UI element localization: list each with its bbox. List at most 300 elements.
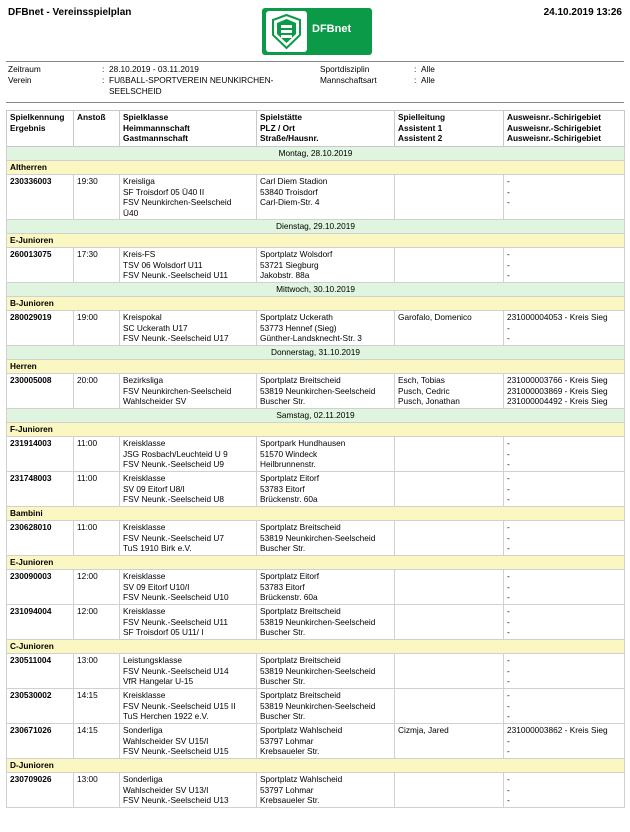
spielklasse-cell-line: Sonderliga bbox=[123, 725, 163, 735]
spielkennung-cell: 280029019 bbox=[7, 311, 74, 346]
spielstaette-cell-line: Sportplatz Wolsdorf bbox=[260, 249, 333, 259]
spielleitung-cell-line bbox=[398, 484, 500, 495]
anstoss-cell: 11:00 bbox=[74, 472, 120, 507]
spielklasse-cell-line: FSV Neunk.-Seelscheid U11 bbox=[123, 616, 228, 627]
spielkennung-cell: 231748003 bbox=[7, 472, 74, 507]
col-header-spielleitung: Spielleitung Assistent 1 Assistent 2 bbox=[395, 111, 504, 147]
ausweisnr-cell bbox=[504, 311, 625, 346]
spielstaette-cell-line: Sportplatz Wahlscheid bbox=[260, 774, 343, 784]
spielleitung-cell-line bbox=[398, 774, 500, 785]
ausweisnr-cell-line: - bbox=[507, 438, 510, 448]
spielklasse-cell bbox=[120, 248, 257, 283]
report-meta bbox=[8, 64, 622, 96]
spielklasse-cell bbox=[120, 570, 257, 605]
spielstaette-cell-line: 53819 Neunkirchen-Seelscheid bbox=[260, 616, 376, 627]
ausweisnr-cell-line: 231000004053 - Kreis Sieg bbox=[507, 312, 608, 322]
ausweisnr-cell-line: - bbox=[507, 581, 510, 592]
ausweisnr-cell-line: - bbox=[507, 186, 510, 197]
spielleitung-cell-line bbox=[398, 333, 500, 344]
table-row bbox=[7, 437, 625, 472]
ausweisnr-cell-line: - bbox=[507, 735, 510, 746]
spielstaette-cell-line: Jakobstr. 88a bbox=[260, 270, 310, 280]
ausweisnr-cell-line: - bbox=[507, 333, 510, 343]
category-label: Herren bbox=[7, 360, 625, 374]
spielklasse-cell-line: Leistungsklasse bbox=[123, 655, 183, 665]
category-row bbox=[7, 759, 625, 773]
ausweisnr-cell-line: - bbox=[507, 249, 510, 259]
spielklasse-cell-line: TuS 1910 Birk e.V. bbox=[123, 543, 192, 553]
spielleitung-cell-line: Esch, Tobias bbox=[398, 375, 445, 385]
spielstaette-cell bbox=[257, 521, 395, 556]
ausweisnr-cell bbox=[504, 773, 625, 808]
spielleitung-cell-line bbox=[398, 676, 500, 687]
spielleitung-cell bbox=[395, 724, 504, 759]
ausweisnr-cell-line: - bbox=[507, 627, 510, 637]
spielstaette-cell-line: Sportplatz Breitscheid bbox=[260, 375, 341, 385]
anstoss-cell: 13:00 bbox=[74, 654, 120, 689]
spielklasse-cell bbox=[120, 521, 257, 556]
spielstaette-cell-line: Günther-Landsknecht-Str. 3 bbox=[260, 333, 362, 343]
ausweisnr-cell bbox=[504, 689, 625, 724]
verein-value: FUßBALL-SPORTVEREIN NEUNKIRCHEN-SEELSCHEID bbox=[109, 75, 274, 96]
day-header-row bbox=[7, 147, 625, 161]
table-row bbox=[7, 175, 625, 220]
spielleitung-cell-line bbox=[398, 795, 500, 806]
spielkennung-cell: 230005008 bbox=[7, 374, 74, 409]
spielklasse-cell-line: Kreis-FS bbox=[123, 249, 156, 259]
table-row bbox=[7, 472, 625, 507]
ausweisnr-cell bbox=[504, 175, 625, 220]
ausweisnr-cell-line: - bbox=[507, 774, 510, 784]
sportdisziplin-value: Alle bbox=[421, 64, 435, 74]
spielstaette-cell-line: Sportplatz Breitscheid bbox=[260, 690, 341, 700]
spielstaette-cell-line: Sportplatz Eitorf bbox=[260, 571, 320, 581]
ausweisnr-cell-line: - bbox=[507, 711, 510, 721]
anstoss-cell: 17:30 bbox=[74, 248, 120, 283]
spielklasse-cell bbox=[120, 374, 257, 409]
table-row bbox=[7, 605, 625, 640]
ausweisnr-cell-line: - bbox=[507, 543, 510, 553]
meta-row-verein bbox=[8, 75, 622, 96]
col-header-ausweisnr: Ausweisnr.-Schirigebiet Ausweisnr.-Schirigebiet Ausweisnr.-Schirigebiet bbox=[504, 111, 625, 147]
ausweisnr-cell-line: - bbox=[507, 176, 510, 186]
spielleitung-cell-line bbox=[398, 449, 500, 460]
ausweisnr-cell-line: - bbox=[507, 571, 510, 581]
spielleitung-cell bbox=[395, 311, 504, 346]
anstoss-cell: 20:00 bbox=[74, 374, 120, 409]
spielstaette-cell-line: Buscher Str. bbox=[260, 676, 306, 686]
spielleitung-cell bbox=[395, 689, 504, 724]
spielstaette-cell bbox=[257, 472, 395, 507]
spielstaette-cell-line: 53819 Neunkirchen-Seelscheid bbox=[260, 665, 376, 676]
spielklasse-cell-line: FSV Neunk.-Seelscheid U7 bbox=[123, 532, 224, 543]
spielstaette-cell-line: 51570 Windeck bbox=[260, 448, 318, 459]
category-row bbox=[7, 507, 625, 521]
category-label: E-Junioren bbox=[7, 234, 625, 248]
spielleitung-cell-line bbox=[398, 617, 500, 628]
spielklasse-cell-line: SF Troisdorf 05 Ü40 II bbox=[123, 186, 205, 197]
spielleitung-cell-line bbox=[398, 736, 500, 747]
ausweisnr-cell-line: - bbox=[507, 676, 510, 686]
spielstaette-cell-line: 53819 Neunkirchen-Seelscheid bbox=[260, 385, 376, 396]
table-row bbox=[7, 654, 625, 689]
spielstaette-cell-line: 53783 Eitorf bbox=[260, 483, 305, 494]
spielklasse-cell-line: FSV Neunkirchen-Seelscheid bbox=[123, 197, 232, 207]
spielleitung-cell-line bbox=[398, 571, 500, 582]
day-header-row bbox=[7, 409, 625, 423]
spielklasse-cell-line: Kreisklasse bbox=[123, 606, 166, 616]
spielstaette-cell-line: Buscher Str. bbox=[260, 711, 306, 721]
spielleitung-cell-line bbox=[398, 459, 500, 470]
ausweisnr-cell-line: 231000004492 - Kreis Sieg bbox=[507, 396, 608, 406]
ausweisnr-cell-line: - bbox=[507, 322, 510, 333]
spielklasse-cell bbox=[120, 654, 257, 689]
col-header-spielstaette: Spielstätte PLZ / Ort Straße/Hausnr. bbox=[257, 111, 395, 147]
category-label: C-Junioren bbox=[7, 640, 625, 654]
spielkennung-cell: 230530002 bbox=[7, 689, 74, 724]
ausweisnr-cell-line: - bbox=[507, 259, 510, 270]
spielklasse-cell-line: SV 09 Eitorf U10/I bbox=[123, 581, 190, 592]
spielleitung-cell-line bbox=[398, 270, 500, 281]
spielklasse-cell bbox=[120, 689, 257, 724]
spielleitung-cell-line bbox=[398, 522, 500, 533]
spielkennung-cell: 231094004 bbox=[7, 605, 74, 640]
spielstaette-cell-line: Buscher Str. bbox=[260, 543, 306, 553]
table-row bbox=[7, 521, 625, 556]
ausweisnr-cell-line: 231000003862 - Kreis Sieg bbox=[507, 725, 608, 735]
anstoss-cell: 12:00 bbox=[74, 570, 120, 605]
ausweisnr-cell bbox=[504, 437, 625, 472]
spielklasse-cell-line: Wahlscheider SV bbox=[123, 396, 187, 406]
spielstaette-cell-line: Sportplatz Wahlscheid bbox=[260, 725, 343, 735]
spielstaette-cell-line: Buscher Str. bbox=[260, 396, 306, 406]
spielleitung-cell-line bbox=[398, 701, 500, 712]
day-label: Samstag, 02.11.2019 bbox=[7, 409, 625, 423]
spielleitung-cell-line bbox=[398, 197, 500, 208]
spielleitung-cell-line bbox=[398, 606, 500, 617]
spielkennung-cell: 230511004 bbox=[7, 654, 74, 689]
spielklasse-cell-line: Kreisklasse bbox=[123, 438, 166, 448]
day-label: Montag, 28.10.2019 bbox=[7, 147, 625, 161]
spielklasse-cell-line: VfR Hangelar U-15 bbox=[123, 676, 194, 686]
spielklasse-cell-line: Ü40 bbox=[123, 207, 139, 218]
spielstaette-cell-line: Brückenstr. 60a bbox=[260, 592, 318, 602]
spielleitung-cell-line bbox=[398, 785, 500, 796]
ausweisnr-cell bbox=[504, 570, 625, 605]
spielleitung-cell-line: Pusch, Cedric bbox=[398, 385, 450, 396]
ausweisnr-cell-line: - bbox=[507, 665, 510, 676]
spielstaette-cell bbox=[257, 773, 395, 808]
spielleitung-cell bbox=[395, 175, 504, 220]
spielklasse-cell-line: FSV Neunk.-Seelscheid U8 bbox=[123, 494, 224, 504]
spielleitung-cell bbox=[395, 521, 504, 556]
spielkennung-cell: 260013075 bbox=[7, 248, 74, 283]
spielkennung-cell: 230709026 bbox=[7, 773, 74, 808]
ausweisnr-cell-line: - bbox=[507, 746, 510, 756]
table-row bbox=[7, 570, 625, 605]
spielleitung-cell bbox=[395, 605, 504, 640]
spielklasse-cell bbox=[120, 437, 257, 472]
spielleitung-cell-line bbox=[398, 592, 500, 603]
spielleitung-cell-line bbox=[398, 260, 500, 271]
spielklasse-cell-line: Wahlscheider SV U13/I bbox=[123, 784, 209, 795]
report-header bbox=[0, 0, 630, 64]
spielklasse-cell bbox=[120, 175, 257, 220]
spielstaette-cell-line: 53797 Lohmar bbox=[260, 735, 314, 746]
ausweisnr-cell-line: - bbox=[507, 448, 510, 459]
report-title: DFBnet - Vereinsspielplan bbox=[8, 7, 132, 18]
spielklasse-cell-line: JSG Rosbach/Leuchteid U 9 bbox=[123, 448, 228, 459]
header-divider bbox=[6, 61, 624, 62]
colon: : bbox=[102, 75, 105, 85]
spielleitung-cell-line bbox=[398, 323, 500, 334]
spielklasse-cell-line: Bezirksliga bbox=[123, 375, 164, 385]
day-label: Dienstag, 29.10.2019 bbox=[7, 220, 625, 234]
spielklasse-cell-line: SF Troisdorf 05 U11/ I bbox=[123, 627, 204, 637]
spielklasse-cell-line: Kreisklasse bbox=[123, 571, 166, 581]
spielstaette-cell-line: 53721 Siegburg bbox=[260, 259, 319, 270]
zeitraum-label: Zeitraum bbox=[8, 64, 41, 74]
table-row bbox=[7, 248, 625, 283]
ausweisnr-cell-line: - bbox=[507, 795, 510, 805]
spielstaette-cell-line: Sportplatz Breitscheid bbox=[260, 522, 341, 532]
ausweisnr-cell-line: 231000003766 - Kreis Sieg bbox=[507, 375, 608, 385]
category-label: Bambini bbox=[7, 507, 625, 521]
ausweisnr-cell-line: - bbox=[507, 532, 510, 543]
spielleitung-cell-line: Garofalo, Domenico bbox=[398, 312, 472, 322]
spielklasse-cell bbox=[120, 724, 257, 759]
spielleitung-cell-line bbox=[398, 655, 500, 666]
ausweisnr-cell-line: - bbox=[507, 700, 510, 711]
ausweisnr-cell-line: 231000003869 - Kreis Sieg bbox=[507, 385, 608, 396]
ausweisnr-cell bbox=[504, 654, 625, 689]
zeitraum-value: 28.10.2019 - 03.11.2019 bbox=[109, 64, 199, 74]
anstoss-cell: 12:00 bbox=[74, 605, 120, 640]
spielklasse-cell bbox=[120, 773, 257, 808]
spielstaette-cell bbox=[257, 374, 395, 409]
spielklasse-cell-line: Kreispokal bbox=[123, 312, 162, 322]
spielleitung-cell-line bbox=[398, 711, 500, 722]
category-label: Altherren bbox=[7, 161, 625, 175]
category-row bbox=[7, 423, 625, 437]
ausweisnr-cell-line: - bbox=[507, 690, 510, 700]
spielstaette-cell bbox=[257, 689, 395, 724]
spielkennung-cell: 230336003 bbox=[7, 175, 74, 220]
spielleitung-cell bbox=[395, 437, 504, 472]
spielklasse-cell-line: FSV Neunk.-Seelscheid U10 bbox=[123, 592, 229, 602]
ausweisnr-cell-line: - bbox=[507, 522, 510, 532]
ausweisnr-cell-line: - bbox=[507, 197, 510, 207]
category-row bbox=[7, 161, 625, 175]
spielleitung-cell-line bbox=[398, 543, 500, 554]
spielklasse-cell-line: FSV Neunk.-Seelscheid U13 bbox=[123, 795, 229, 805]
spielstaette-cell-line: 53819 Neunkirchen-Seelscheid bbox=[260, 700, 376, 711]
anstoss-cell: 14:15 bbox=[74, 724, 120, 759]
spielstaette-cell bbox=[257, 724, 395, 759]
category-label: F-Junioren bbox=[7, 423, 625, 437]
spielklasse-cell-line: Kreisliga bbox=[123, 176, 155, 186]
spielleitung-cell-line bbox=[398, 746, 500, 757]
mannschaftsart-value: Alle bbox=[421, 75, 435, 85]
category-label: D-Junioren bbox=[7, 759, 625, 773]
spielleitung-cell-line bbox=[398, 494, 500, 505]
ausweisnr-cell bbox=[504, 472, 625, 507]
spielleitung-cell-line bbox=[398, 666, 500, 677]
spielklasse-cell-line: TuS Herchen 1922 e.V. bbox=[123, 711, 209, 721]
spielstaette-cell-line: Sportplatz Breitscheid bbox=[260, 655, 341, 665]
spielleitung-cell-line bbox=[398, 582, 500, 593]
spielstaette-cell-line: Sportplatz Breitscheid bbox=[260, 606, 341, 616]
spielleitung-cell-line bbox=[398, 176, 500, 187]
ausweisnr-cell bbox=[504, 248, 625, 283]
anstoss-cell: 11:00 bbox=[74, 521, 120, 556]
spielleitung-cell-line bbox=[398, 473, 500, 484]
spielstaette-cell-line: 53783 Eitorf bbox=[260, 581, 305, 592]
spielleitung-cell bbox=[395, 374, 504, 409]
spielklasse-cell-line: Wahlscheider SV U15/I bbox=[123, 735, 209, 746]
day-header-row bbox=[7, 283, 625, 297]
anstoss-cell: 14:15 bbox=[74, 689, 120, 724]
spielklasse-cell-line: Kreisklasse bbox=[123, 522, 166, 532]
anstoss-cell: 13:00 bbox=[74, 773, 120, 808]
ausweisnr-cell-line: - bbox=[507, 784, 510, 795]
spielstaette-cell-line: Sportplatz Uckerath bbox=[260, 312, 333, 322]
spielklasse-cell-line: FSV Neunk.-Seelscheid U15 bbox=[123, 746, 229, 756]
day-label: Donnerstag, 31.10.2019 bbox=[7, 346, 625, 360]
spielleitung-cell-line bbox=[398, 533, 500, 544]
spielklasse-cell-line: FSV Neunkirchen-Seelscheid bbox=[123, 385, 232, 396]
spielleitung-cell-line bbox=[398, 438, 500, 449]
spielstaette-cell-line: Carl Diem Stadion bbox=[260, 176, 328, 186]
spielleitung-cell bbox=[395, 248, 504, 283]
logo-text: DFBnet bbox=[312, 23, 352, 35]
ausweisnr-cell-line: - bbox=[507, 270, 510, 280]
spielstaette-cell bbox=[257, 654, 395, 689]
sportdisziplin-label: Sportdisziplin bbox=[320, 64, 370, 74]
spielstaette-cell bbox=[257, 175, 395, 220]
report-timestamp: 24.10.2019 13:26 bbox=[543, 7, 622, 18]
spielklasse-cell-line: Kreisklasse bbox=[123, 690, 166, 700]
spielleitung-cell-line bbox=[398, 187, 500, 198]
table-row bbox=[7, 689, 625, 724]
table-row bbox=[7, 374, 625, 409]
spielstaette-cell-line: Krebsaueler Str. bbox=[260, 746, 320, 756]
spielklasse-cell bbox=[120, 605, 257, 640]
spielstaette-cell-line: Sportplatz Eitorf bbox=[260, 473, 320, 483]
ausweisnr-cell-line: - bbox=[507, 494, 510, 504]
dfb-shield-icon bbox=[266, 11, 307, 52]
ausweisnr-cell-line: - bbox=[507, 459, 510, 469]
spielklasse-cell bbox=[120, 311, 257, 346]
spielstaette-cell bbox=[257, 570, 395, 605]
schedule-table bbox=[6, 110, 625, 808]
day-header-row bbox=[7, 220, 625, 234]
spielklasse-cell-line: Kreisklasse bbox=[123, 473, 166, 483]
spielkennung-cell: 230671026 bbox=[7, 724, 74, 759]
table-row bbox=[7, 311, 625, 346]
dfbnet-logo bbox=[262, 8, 372, 55]
spielklasse-cell-line: FSV Neunk.-Seelscheid U17 bbox=[123, 333, 229, 343]
day-header-row bbox=[7, 346, 625, 360]
spielkennung-cell: 230090003 bbox=[7, 570, 74, 605]
spielleitung-cell bbox=[395, 472, 504, 507]
spielstaette-cell-line: Sportpark Hundhausen bbox=[260, 438, 346, 448]
spielstaette-cell-line: Heilbrunnenstr. bbox=[260, 459, 316, 469]
meta-divider bbox=[6, 102, 624, 103]
spielleitung-cell bbox=[395, 570, 504, 605]
spielstaette-cell bbox=[257, 437, 395, 472]
category-row bbox=[7, 234, 625, 248]
spielleitung-cell-line bbox=[398, 627, 500, 638]
spielklasse-cell-line: TSV 06 Wolsdorf U11 bbox=[123, 259, 203, 270]
category-row bbox=[7, 556, 625, 570]
spielklasse-cell-line: FSV Neunk.-Seelscheid U14 bbox=[123, 665, 229, 676]
spielklasse-cell-line: FSV Neunk.-Seelscheid U11 bbox=[123, 270, 228, 280]
spielstaette-cell-line: 53797 Lohmar bbox=[260, 784, 314, 795]
colon: : bbox=[414, 75, 417, 85]
spielstaette-cell-line: Buscher Str. bbox=[260, 627, 306, 637]
schedule-body bbox=[7, 147, 625, 808]
spielklasse-cell bbox=[120, 472, 257, 507]
ausweisnr-cell bbox=[504, 374, 625, 409]
anstoss-cell: 19:30 bbox=[74, 175, 120, 220]
category-label: B-Junioren bbox=[7, 297, 625, 311]
spielleitung-cell-line bbox=[398, 249, 500, 260]
col-header-anstoss: Anstoß bbox=[74, 111, 120, 147]
ausweisnr-cell-line: - bbox=[507, 592, 510, 602]
table-row bbox=[7, 773, 625, 808]
spielkennung-cell: 231914003 bbox=[7, 437, 74, 472]
spielleitung-cell bbox=[395, 654, 504, 689]
spielstaette-cell-line: Krebsaueler Str. bbox=[260, 795, 320, 805]
day-label: Mittwoch, 30.10.2019 bbox=[7, 283, 625, 297]
verein-label: Verein bbox=[8, 75, 32, 85]
colon: : bbox=[102, 64, 105, 74]
spielklasse-cell-line: SC Uckerath U17 bbox=[123, 322, 188, 333]
spielleitung-cell-line: Pusch, Jonathan bbox=[398, 396, 460, 406]
ausweisnr-cell-line: - bbox=[507, 655, 510, 665]
spielklasse-cell-line: SV 09 Eitorf U8/I bbox=[123, 483, 185, 494]
category-label: E-Junioren bbox=[7, 556, 625, 570]
spielleitung-cell bbox=[395, 773, 504, 808]
ausweisnr-cell-line: - bbox=[507, 606, 510, 616]
spielklasse-cell-line: Sonderliga bbox=[123, 774, 163, 784]
spielstaette-cell bbox=[257, 311, 395, 346]
spielklasse-cell-line: FSV Neunk.-Seelscheid U9 bbox=[123, 459, 224, 469]
spielleitung-cell-line: Cizmja, Jared bbox=[398, 725, 449, 735]
spielstaette-cell-line: 53840 Troisdorf bbox=[260, 186, 318, 197]
category-row bbox=[7, 297, 625, 311]
col-header-spielkennung: Spielkennung Ergebnis bbox=[7, 111, 74, 147]
ausweisnr-cell bbox=[504, 521, 625, 556]
spielstaette-cell-line: 53773 Hennef (Sieg) bbox=[260, 322, 337, 333]
ausweisnr-cell-line: - bbox=[507, 483, 510, 494]
category-row bbox=[7, 360, 625, 374]
category-row bbox=[7, 640, 625, 654]
ausweisnr-cell bbox=[504, 605, 625, 640]
spielstaette-cell-line: 53819 Neunkirchen-Seelscheid bbox=[260, 532, 376, 543]
meta-row-zeitraum bbox=[8, 64, 622, 75]
ausweisnr-cell-line: - bbox=[507, 473, 510, 483]
table-row bbox=[7, 724, 625, 759]
spielstaette-cell-line: Carl-Diem-Str. 4 bbox=[260, 197, 320, 207]
mannschaftsart-label: Mannschaftsart bbox=[320, 75, 377, 85]
spielstaette-cell-line: Brückenstr. 60a bbox=[260, 494, 318, 504]
spielkennung-cell: 230628010 bbox=[7, 521, 74, 556]
spielklasse-cell-line: FSV Neunk.-Seelscheid U15 II bbox=[123, 700, 236, 711]
spielstaette-cell bbox=[257, 248, 395, 283]
table-header-row bbox=[7, 111, 625, 147]
